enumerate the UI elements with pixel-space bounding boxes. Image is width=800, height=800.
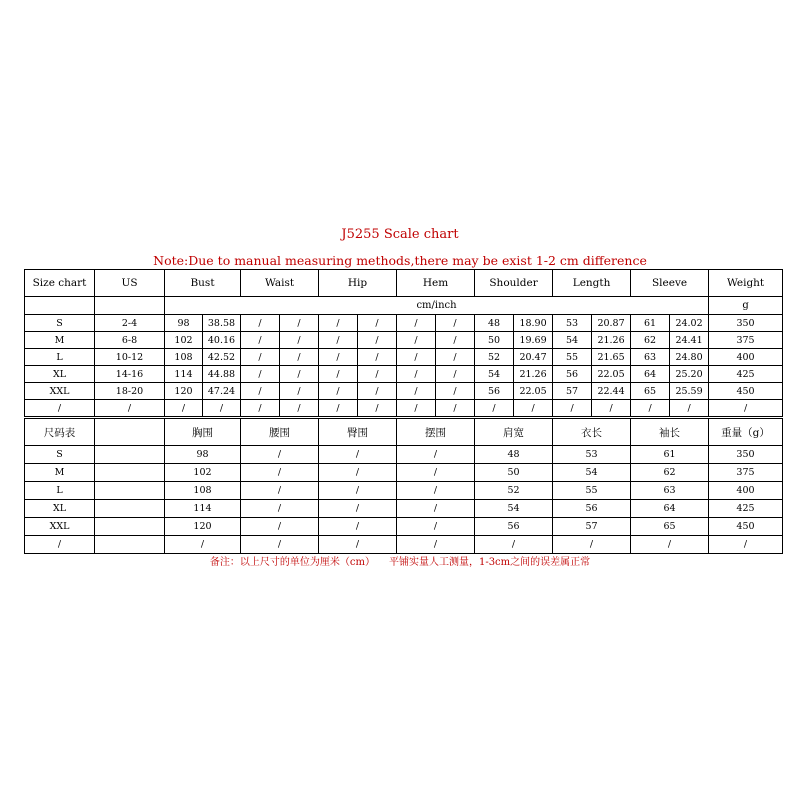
table-cell: / xyxy=(241,400,280,417)
table-cell: / xyxy=(358,383,397,400)
table-cell: / xyxy=(631,536,709,554)
table-row xyxy=(25,536,783,554)
column-header: Bust xyxy=(165,270,241,297)
table-cell: / xyxy=(397,366,436,383)
table-cell: L xyxy=(25,482,95,500)
table-cell: 114 xyxy=(165,366,203,383)
table-cell: 54 xyxy=(553,464,631,482)
table-cell: / xyxy=(241,482,319,500)
table-cell: 56 xyxy=(475,518,553,536)
table-cell: 425 xyxy=(709,500,783,518)
column-header: 袖长 xyxy=(631,419,709,446)
table-cell: / xyxy=(436,383,475,400)
table-cell: / xyxy=(319,500,397,518)
column-header: Waist xyxy=(241,270,319,297)
table-cell: / xyxy=(280,349,319,366)
table-cell: 450 xyxy=(709,383,783,400)
table-cell: 450 xyxy=(709,518,783,536)
table-cell: / xyxy=(397,464,475,482)
table-cell: 22.05 xyxy=(592,366,631,383)
table-row xyxy=(25,464,783,482)
column-header: 胸围 xyxy=(165,419,241,446)
table-cell: 102 xyxy=(165,332,203,349)
table-cell: M xyxy=(25,464,95,482)
table-cell: 47.24 xyxy=(203,383,241,400)
table-cell: / xyxy=(397,400,436,417)
table-cell: 62 xyxy=(631,464,709,482)
table-cell: 61 xyxy=(631,315,670,332)
table-row xyxy=(25,366,783,383)
table-cell: / xyxy=(397,315,436,332)
table-cell: / xyxy=(319,366,358,383)
table-cell: 48 xyxy=(475,446,553,464)
table-cell: / xyxy=(241,536,319,554)
table-cell: / xyxy=(319,482,397,500)
remark-unit: 备注：以上尺寸的单位为厘米（cm） xyxy=(209,557,375,568)
table-cell: 98 xyxy=(165,446,241,464)
table-cell: 24.41 xyxy=(670,332,709,349)
table-cell: 38.58 xyxy=(203,315,241,332)
table-cell: / xyxy=(319,383,358,400)
table-cell: / xyxy=(397,536,475,554)
table-cell: / xyxy=(397,500,475,518)
column-header xyxy=(95,419,165,446)
table-cell xyxy=(95,518,165,536)
table-cell: 56 xyxy=(553,500,631,518)
table-cell: 44.88 xyxy=(203,366,241,383)
table-cell: / xyxy=(319,536,397,554)
table-cell: S xyxy=(25,446,95,464)
table-cell: 64 xyxy=(631,500,709,518)
table-cell: 98 xyxy=(165,315,203,332)
table-cell: / xyxy=(553,536,631,554)
table-cell: 25.59 xyxy=(670,383,709,400)
table-cell: 57 xyxy=(553,518,631,536)
table-cell: 63 xyxy=(631,349,670,366)
column-header: Hip xyxy=(319,270,397,297)
table-cell: 52 xyxy=(475,349,514,366)
table-cell: / xyxy=(397,383,436,400)
table-cell: / xyxy=(436,332,475,349)
table-cell: / xyxy=(709,400,783,417)
table-cell: 55 xyxy=(553,482,631,500)
blank-cell xyxy=(25,297,95,315)
column-header: Hem xyxy=(397,270,475,297)
table-cell: 54 xyxy=(553,332,592,349)
table-cell: 120 xyxy=(165,383,203,400)
column-header: 臀围 xyxy=(319,419,397,446)
table-cell: 22.05 xyxy=(514,383,553,400)
table-cell: / xyxy=(397,482,475,500)
table-cell: / xyxy=(25,400,95,417)
table-cell: 6-8 xyxy=(95,332,165,349)
table-cell: / xyxy=(319,332,358,349)
table-row xyxy=(25,482,783,500)
table-cell: 102 xyxy=(165,464,241,482)
table-cell: / xyxy=(397,349,436,366)
table-row xyxy=(25,500,783,518)
table-cell: 56 xyxy=(553,366,592,383)
table-cell: / xyxy=(553,400,592,417)
size-chart-chinese xyxy=(24,418,783,554)
table-cell: / xyxy=(631,400,670,417)
table-cell: 57 xyxy=(553,383,592,400)
table-cell: / xyxy=(319,315,358,332)
column-header: 摆围 xyxy=(397,419,475,446)
table-cell: / xyxy=(319,400,358,417)
table-cell: 350 xyxy=(709,446,783,464)
column-header: 衣长 xyxy=(553,419,631,446)
table-cell: / xyxy=(436,349,475,366)
unit-label: g xyxy=(709,297,783,315)
table-cell: / xyxy=(397,446,475,464)
table-cell: / xyxy=(241,446,319,464)
table-cell: 62 xyxy=(631,332,670,349)
table-cell: 108 xyxy=(165,482,241,500)
table-cell: / xyxy=(319,349,358,366)
table-cell: 50 xyxy=(475,332,514,349)
table-cell: / xyxy=(241,366,280,383)
table-cell xyxy=(95,482,165,500)
column-header: 重量（g） xyxy=(709,419,783,446)
table-cell: / xyxy=(397,518,475,536)
table-cell: / xyxy=(670,400,709,417)
table-cell: / xyxy=(514,400,553,417)
table-cell: 425 xyxy=(709,366,783,383)
table-cell: / xyxy=(319,464,397,482)
table-cell: 20.47 xyxy=(514,349,553,366)
table-cell: / xyxy=(280,366,319,383)
table-cell: / xyxy=(241,315,280,332)
table-row xyxy=(25,332,783,349)
table-cell: 55 xyxy=(553,349,592,366)
table-cell: L xyxy=(25,349,95,366)
table-cell xyxy=(95,500,165,518)
column-header: Shoulder xyxy=(475,270,553,297)
table-cell: 52 xyxy=(475,482,553,500)
column-header: Size chart xyxy=(25,270,95,297)
blank-cell xyxy=(95,297,165,315)
table-cell: / xyxy=(436,315,475,332)
table-cell: / xyxy=(319,446,397,464)
unit-label: cm/inch xyxy=(165,297,709,315)
table-cell: / xyxy=(358,315,397,332)
table-cell: / xyxy=(165,536,241,554)
table-cell: 25.20 xyxy=(670,366,709,383)
chart-title: J5255 Scale chart xyxy=(341,227,459,242)
table-cell: 350 xyxy=(709,315,783,332)
table-cell: 375 xyxy=(709,464,783,482)
table-cell: 20.87 xyxy=(592,315,631,332)
table-row xyxy=(25,400,783,417)
table-cell: / xyxy=(280,400,319,417)
table-cell: / xyxy=(436,400,475,417)
table-cell: 400 xyxy=(709,482,783,500)
table-cell: 50 xyxy=(475,464,553,482)
table-cell: 22.44 xyxy=(592,383,631,400)
table-cell: / xyxy=(358,349,397,366)
table-cell: / xyxy=(241,383,280,400)
table-cell: / xyxy=(203,400,241,417)
table-row xyxy=(25,383,783,400)
table-cell: / xyxy=(592,400,631,417)
table-cell: / xyxy=(709,536,783,554)
table-cell: / xyxy=(358,400,397,417)
chinese-remark xyxy=(0,553,800,568)
table-cell: / xyxy=(25,536,95,554)
table-row xyxy=(25,518,783,536)
table-cell: 10-12 xyxy=(95,349,165,366)
table-cell: 53 xyxy=(553,446,631,464)
table-cell: 375 xyxy=(709,332,783,349)
table-cell: / xyxy=(241,349,280,366)
header-row xyxy=(25,270,783,297)
table-cell: 54 xyxy=(475,366,514,383)
table-cell: / xyxy=(280,332,319,349)
table-cell: / xyxy=(241,464,319,482)
table-cell: 61 xyxy=(631,446,709,464)
table-cell: / xyxy=(475,536,553,554)
table-cell: M xyxy=(25,332,95,349)
table-cell: S xyxy=(25,315,95,332)
table-row xyxy=(25,446,783,464)
column-header: 肩宽 xyxy=(475,419,553,446)
table-cell: XL xyxy=(25,500,95,518)
table-cell xyxy=(95,446,165,464)
table-cell: / xyxy=(319,518,397,536)
table-cell: 54 xyxy=(475,500,553,518)
column-header: 尺码表 xyxy=(25,419,95,446)
column-header: Weight xyxy=(709,270,783,297)
remark-tolerance: 平铺实量人工测量，1-3cm之间的误差属正常 xyxy=(388,557,591,568)
table-cell: XXL xyxy=(25,518,95,536)
column-header: Sleeve xyxy=(631,270,709,297)
table-cell xyxy=(95,464,165,482)
table-cell: 14-16 xyxy=(95,366,165,383)
column-header: 腰围 xyxy=(241,419,319,446)
table-cell: XXL xyxy=(25,383,95,400)
table-cell: 400 xyxy=(709,349,783,366)
table-cell: 18.90 xyxy=(514,315,553,332)
table-cell: 120 xyxy=(165,518,241,536)
table-cell: / xyxy=(165,400,203,417)
table-cell: 63 xyxy=(631,482,709,500)
unit-row xyxy=(25,297,783,315)
table-cell: 114 xyxy=(165,500,241,518)
table-cell: / xyxy=(358,366,397,383)
size-chart-english xyxy=(24,269,783,417)
table-cell: 24.02 xyxy=(670,315,709,332)
table-cell: 48 xyxy=(475,315,514,332)
table-cell: / xyxy=(436,366,475,383)
table-cell: / xyxy=(241,500,319,518)
table-cell: 21.26 xyxy=(592,332,631,349)
table-cell: 65 xyxy=(631,518,709,536)
table-cell: / xyxy=(358,332,397,349)
table-cell: 2-4 xyxy=(95,315,165,332)
table-cell: 21.65 xyxy=(592,349,631,366)
table-cell: / xyxy=(475,400,514,417)
table-cell: 64 xyxy=(631,366,670,383)
table-cell: 19.69 xyxy=(514,332,553,349)
table-cell: 53 xyxy=(553,315,592,332)
table-cell: / xyxy=(280,383,319,400)
header-row xyxy=(25,419,783,446)
table-cell: / xyxy=(241,332,280,349)
table-cell: 40.16 xyxy=(203,332,241,349)
table-cell: 56 xyxy=(475,383,514,400)
table-cell: 24.80 xyxy=(670,349,709,366)
table-cell: / xyxy=(95,400,165,417)
table-cell: 18-20 xyxy=(95,383,165,400)
table-row xyxy=(25,315,783,332)
table-cell: XL xyxy=(25,366,95,383)
table-cell: 108 xyxy=(165,349,203,366)
table-cell: 21.26 xyxy=(514,366,553,383)
column-header: US xyxy=(95,270,165,297)
table-cell: 42.52 xyxy=(203,349,241,366)
table-cell xyxy=(95,536,165,554)
table-cell: 65 xyxy=(631,383,670,400)
table-cell: / xyxy=(397,332,436,349)
table-cell: / xyxy=(280,315,319,332)
table-row xyxy=(25,349,783,366)
column-header: Length xyxy=(553,270,631,297)
measurement-note: Note:Due to manual measuring methods,there may be exist 1-2 cm difference xyxy=(153,253,647,268)
table-cell: / xyxy=(241,518,319,536)
